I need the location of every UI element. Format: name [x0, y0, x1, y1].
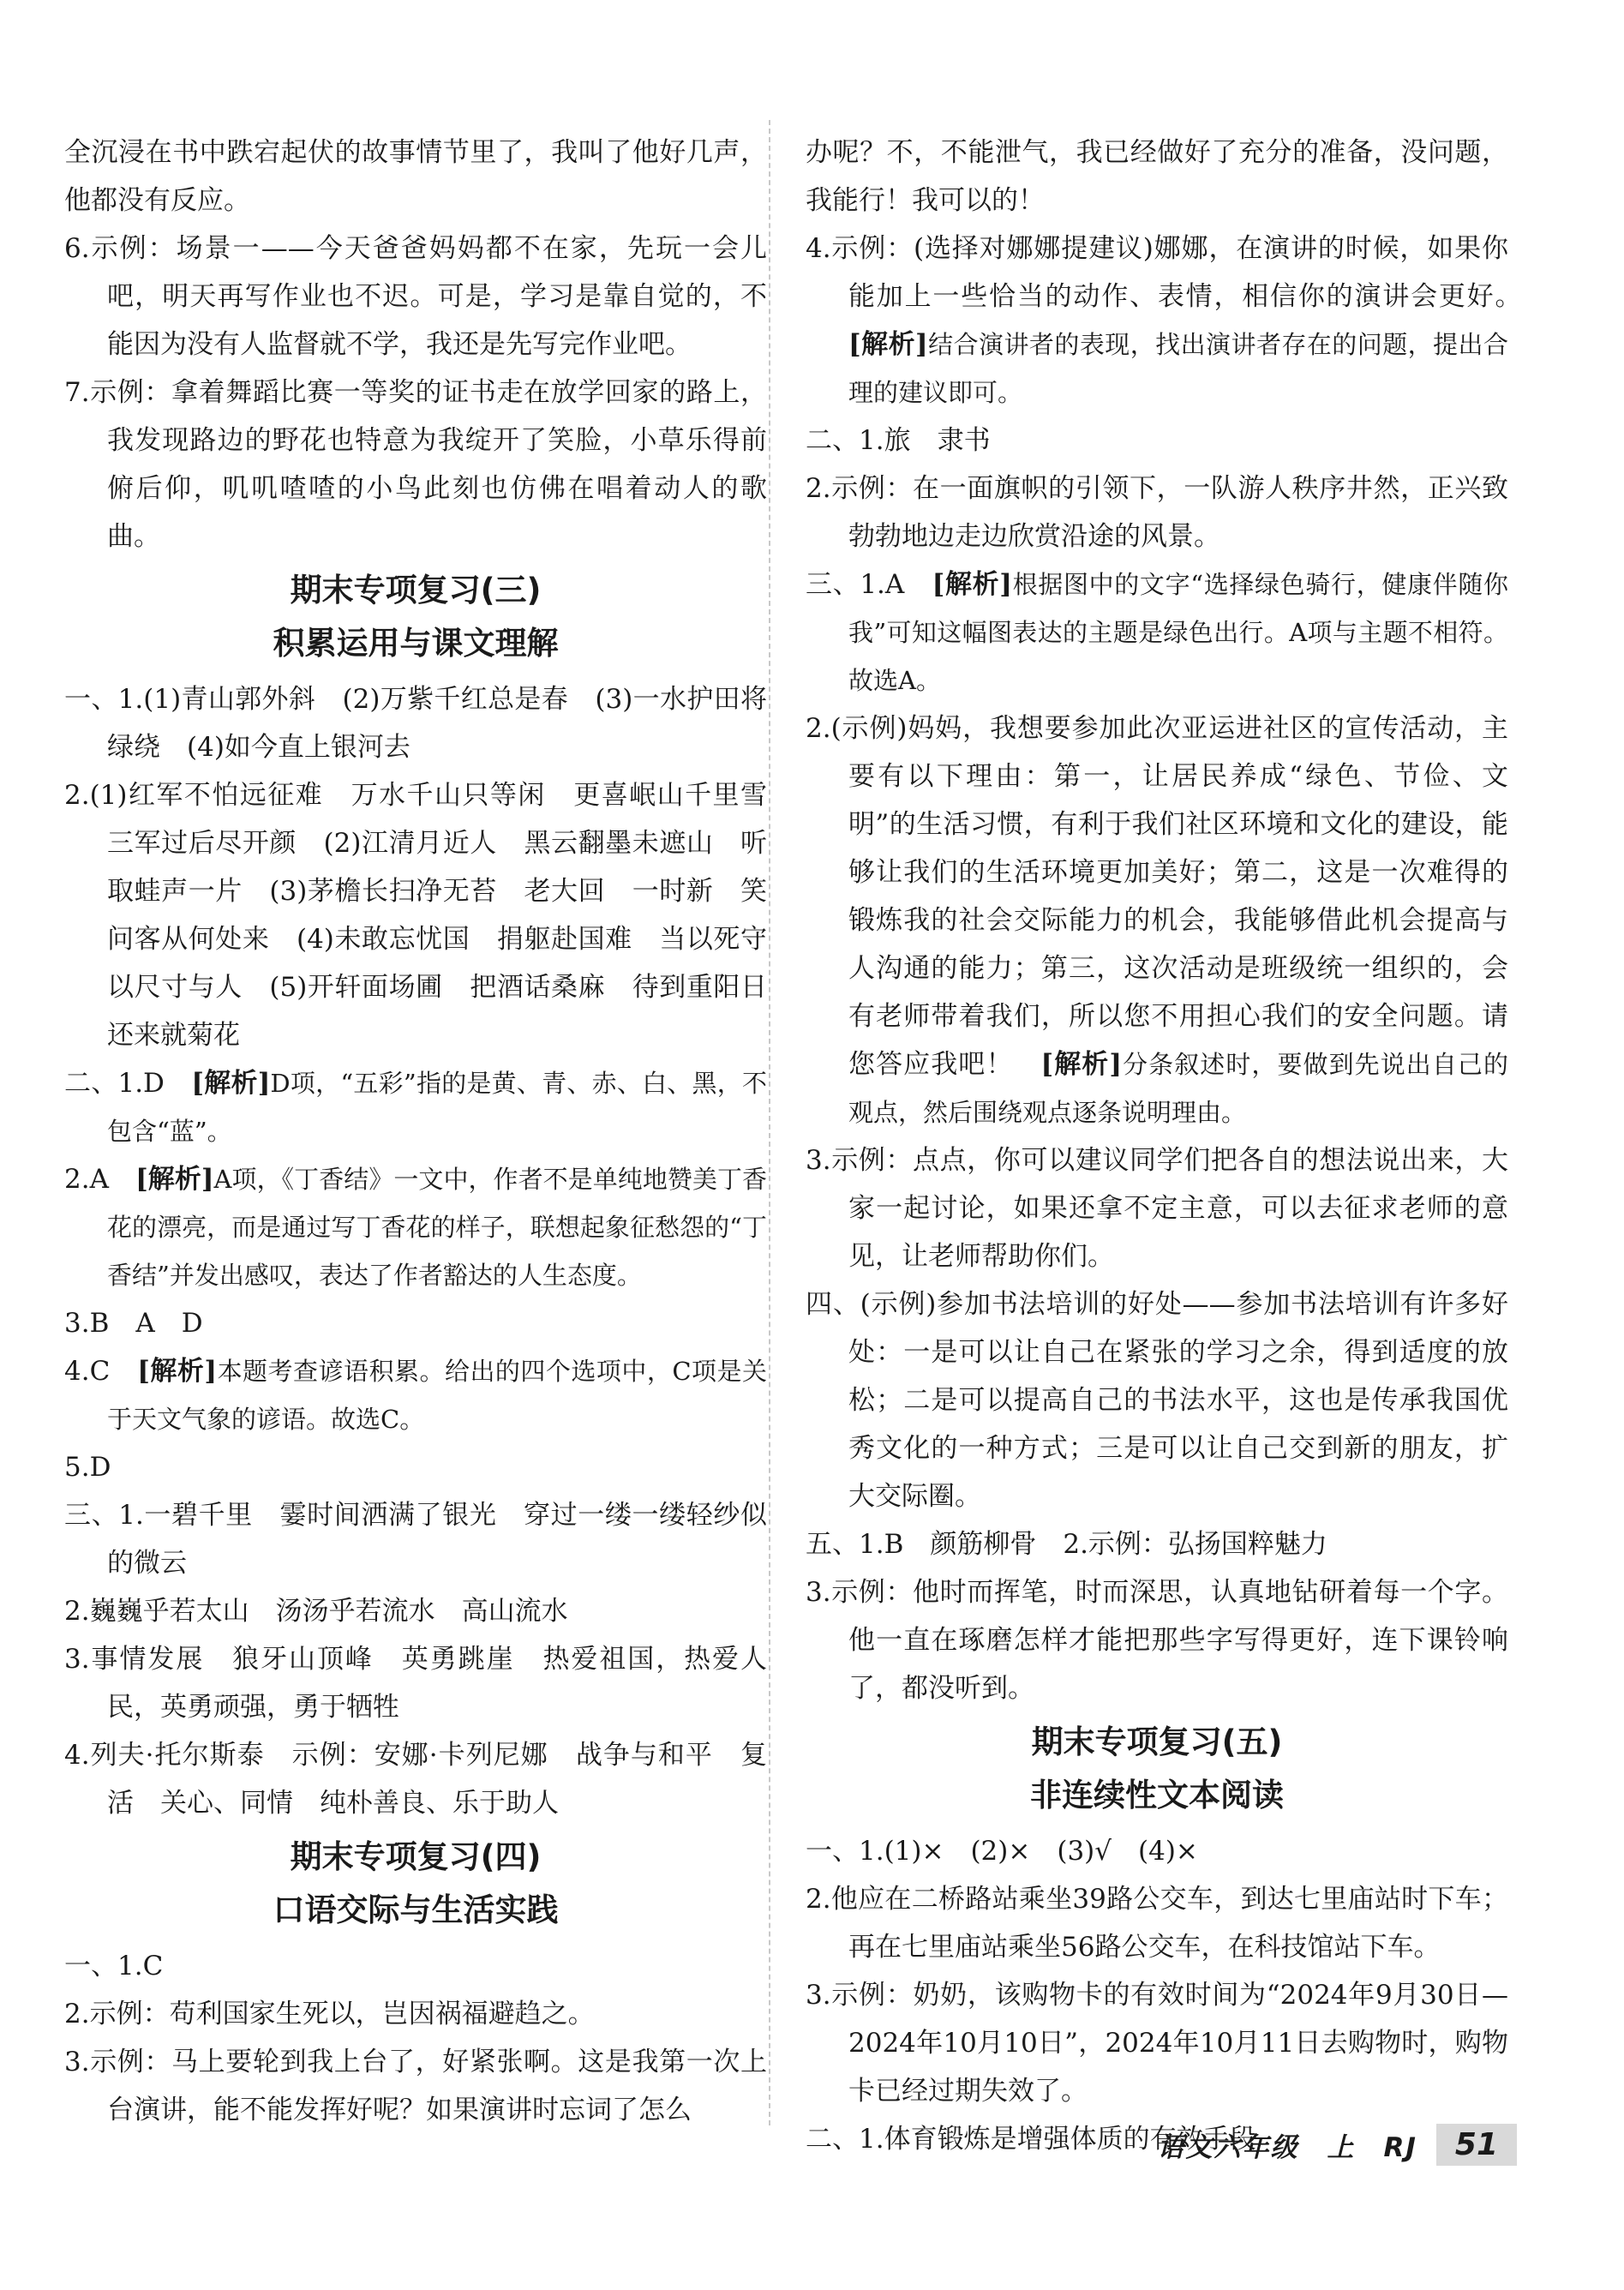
answer-item: 6.示例：场景一——今天爸爸妈妈都不在家，先玩一会儿吧，明天再写作业也不迟。可是，学习是靠自觉的，不能因为没有人监督就不学，我还是先写完作业吧。 [64, 233, 767, 360]
answer-item: 2.示例：在一面旗帜的引领下，一队游人秩序井然，正兴致勃勃地边走边欣赏沿途的风景。 [806, 473, 1508, 552]
section-title: 期末专项复习(三) [290, 572, 542, 608]
answer-item: 7.示例：拿着舞蹈比赛一等奖的证书走在放学回家的路上，我发现路边的野花也特意为我绽开了笑脸，小草乐得前俯后仰，叽叽喳喳的小鸟此刻也仿佛在唱着动人的歌曲。 [64, 377, 767, 552]
answer-text: 4.示例：(选择对娜娜提建议)娜娜，在演讲的时候，如果你能加上一些恰当的动作、表情，相信你的演讲会更好。 [806, 233, 1535, 312]
answer-item [806, 704, 1508, 1136]
answer-item: 3.示例：奶奶，该购物卡的有效时间为“2024年9月30日—2024年10月10日”，2024年10月11日去购物时，购物卡已经过期失效了。 [806, 1980, 1508, 2107]
answer-item: 3.示例：马上要轮到我上台了，好紧张啊。这是我第一次上台演讲，能不能发挥好呢？如果演讲时忘词了怎么 [64, 2047, 767, 2125]
answer-item: 3.B A D [64, 1308, 203, 1339]
section-subtitle: 非连续性文本阅读 [1030, 1777, 1284, 1813]
answer-item: 3.事情发展 狼牙山顶峰 英勇跳崖 热爱祖国，热爱人民，英勇顽强，勇于牺牲 [64, 1644, 767, 1723]
answer-item: 全沉浸在书中跌宕起伏的故事情节里了，我叫了他好几声，他都没有反应。 [64, 137, 767, 216]
answer-item: 一、1.(1)× (2)× (3)√ (4)× [806, 1836, 1198, 1867]
answer-item [64, 1155, 767, 1299]
answer-text: 2.(示例)妈妈，我想要参加此次亚运进社区的宣传活动，主要有以下理由：第一，让居民养成“绿色、节俭、文明”的生活习惯，有利于我们社区环境和文化的建设，能够让我们的生活环境更加美好；第二，这是一次难得的锻炼我的社会交际能力的机会，我能够借此机会提高与人沟通的能力；第三，这次活动是班级统一组织的，会有老师带着我们，所以您不用担心我们的安全问题。请您答应我吧！ [806, 713, 1508, 1080]
answer-item: 2.他应在二桥路站乘坐39路公交车，到达七里庙站时下车；再在七里庙站乘坐56路公交车，在科技馆站下车。 [806, 1884, 1508, 1963]
analysis-tag: [解析] [137, 1356, 218, 1387]
book-label: 语文六年级 上 RJ [1157, 2131, 1417, 2163]
answer-item: 二、1.体育锻炼是增强体质的有效手段 [806, 2124, 1256, 2155]
answer-item: 办呢？不，不能泄气，我已经做好了充分的准备，没问题，我能行！我可以的！ [806, 137, 1508, 216]
analysis-text: A项，《丁香结》一文中，作者不是单纯地赞美丁香花的漂亮，而是通过写丁香花的样子，联想起象征愁怨的“丁香结”并发出感叹，表达了作者豁达的人生态度。 [107, 1165, 767, 1290]
answer-item: 一、1.C [64, 1951, 164, 1981]
answer-item: 五、1.B 颜筋柳骨 2.示例：弘扬国粹魅力 [806, 1529, 1327, 1560]
answer-text: 4.C [64, 1356, 138, 1387]
answer-item: 2.巍巍乎若太山 汤汤乎若流水 高山流水 [64, 1596, 568, 1627]
analysis-tag: [解析] [848, 329, 928, 360]
section-title: 期末专项复习(五) [1031, 1723, 1283, 1760]
answer-item [806, 561, 1508, 704]
answer-item: 2.(1)红军不怕远征难 万水千山只等闲 更喜岷山千里雪 三军过后尽开颜 (2)江清月近人 黑云翻墨未遮山 听取蛙声一片 (3)茅檐长扫净无苔 老大回 一时新 笑问客从何处来 (4)未敢忘忧国 捐躯赴国难 当以死守 以尺寸与人 (5)开轩面场圃 把酒话桑麻 待到重阳日 还来就菊花 [64, 780, 794, 1051]
answer-item: 四、(示例)参加书法培训的好处——参加书法培训有许多好处：一是可以让自己在紧张的学习之余，得到适度的放松；二是可以提高自己的书法水平，这也是传承我国优秀文化的一种方式；三是可以让自己交到新的朋友，扩大交际圈。 [806, 1289, 1508, 1512]
answer-item: 4.列夫·托尔斯泰 示例：安娜·卡列尼娜 战争与和平 复活 关心、同情 纯朴善良、乐于助人 [64, 1740, 767, 1819]
answer-item: 2.示例：苟利国家生死以，岂因祸福避趋之。 [64, 1999, 595, 2029]
page-footer [1157, 2117, 1517, 2172]
section-subtitle: 口语交际与生活实践 [273, 1891, 559, 1928]
analysis-tag: [解析] [191, 1068, 271, 1099]
answer-item: 二、1.旅 隶书 [806, 425, 991, 456]
column-divider [769, 120, 770, 2125]
analysis-text: 根据图中的文字“选择绿色骑行，健康伴随你我”可知这幅图表达的主题是绿色出行。A项与主题不相符。故选A。 [848, 570, 1509, 695]
answer-text: 二、1.D [64, 1068, 192, 1099]
section-subtitle: 积累运用与课文理解 [273, 625, 559, 662]
analysis-text: 结合演讲者的表现，找出演讲者存在的问题，提出合理的建议即可。 [848, 330, 1508, 407]
answer-item: 3.示例：点点，你可以建议同学们把各自的想法说出来，大家一起讨论，如果还拿不定主意，可以去征求老师的意见，让老师帮助你们。 [806, 1145, 1508, 1272]
analysis-tag: [解析] [932, 569, 1012, 600]
answer-item: 3.示例：他时而挥笔，时而深思，认真地钻研着每一个字。他一直在琢磨怎样才能把那些字写得更好，连下课铃响了，都没听到。 [806, 1577, 1508, 1704]
answer-item: 三、1.一碧千里 霎时间洒满了银光 穿过一缕一缕轻纱似的微云 [64, 1500, 767, 1579]
analysis-text: D项，“五彩”指的是黄、青、赤、白、黑，不包含“蓝”。 [107, 1069, 768, 1146]
analysis-text: 分条叙述时，要做到先说出自己的观点，然后围绕观点逐条说明理由。 [848, 1050, 1509, 1127]
answer-item [806, 225, 1535, 417]
answer-item: 5.D [64, 1452, 111, 1483]
answer-item [64, 1059, 767, 1155]
answer-text: 2.A [64, 1164, 136, 1195]
left-column [64, 129, 794, 2134]
answer-item: 一、1.(1)青山郭外斜 (2)万紫千红总是春 (3)一水护田将绿绕 (4)如今直上银河去 [64, 684, 767, 763]
section-title: 期末专项复习(四) [290, 1838, 542, 1875]
answer-item [64, 1347, 767, 1443]
analysis-tag: [解析] [135, 1164, 214, 1195]
analysis-tag: [解析] [1040, 1049, 1123, 1080]
page-number: 51 [1436, 2124, 1517, 2166]
right-column [806, 129, 1535, 2163]
answer-text: 三、1.A [806, 569, 932, 600]
analysis-text: 本题考查谚语积累。给出的四个选项中，C项是关于天文气象的谚语。故选C。 [107, 1357, 767, 1434]
